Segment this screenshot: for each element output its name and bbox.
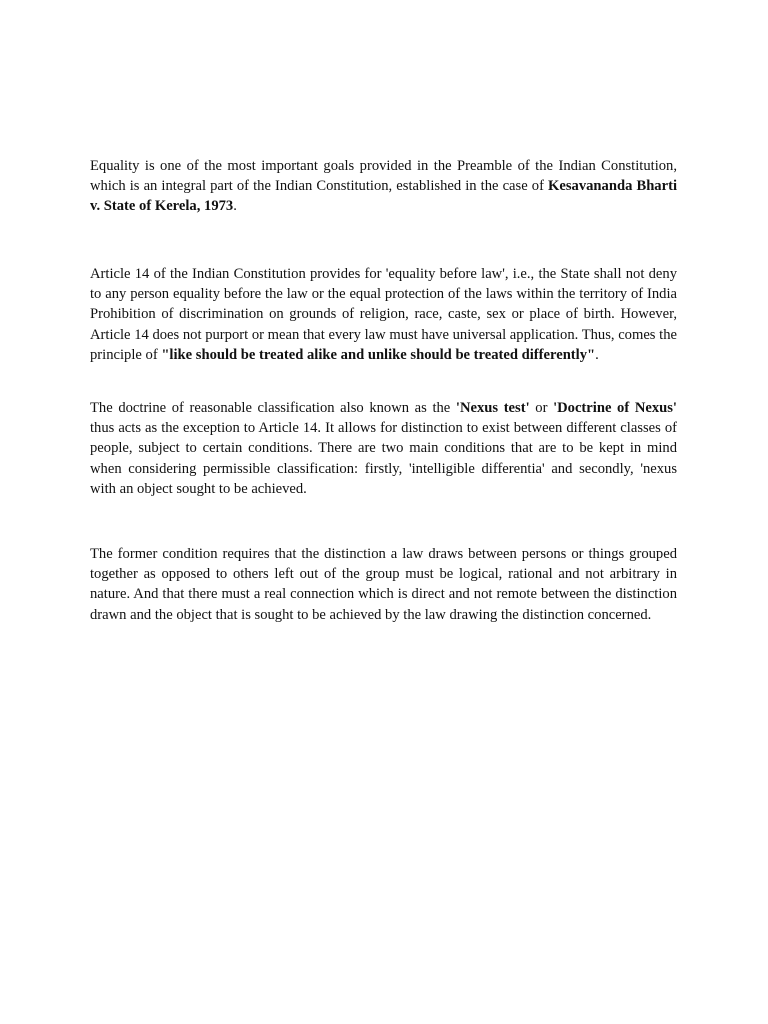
- term-doctrine-of-nexus: 'Doctrine of Nexus': [553, 400, 677, 416]
- paragraph-article-14: [90, 264, 677, 365]
- term-nexus-test: 'Nexus test': [455, 400, 530, 416]
- text-run: or: [529, 400, 554, 416]
- text-run: The former condition requires that the distinction a law draws between persons or things grouped together as opposed to others left out of the group must be logical, rational and not arbitrary in nature. And that there must a real connection which is direct and not remote between the distinction drawn and the object that is sought to be achieved by the law drawing the distinction concerned.: [90, 546, 677, 623]
- text-run: .: [233, 198, 237, 215]
- case-citation: Kesavananda Bharti v. State of Kerela, 1973: [90, 178, 677, 215]
- text-run: Article 14 of the Indian Constitution provides for 'equality before law', i.e., the State shall not deny to any person equality before the law or the equal protection of the laws within the territory of India Prohibition of discrimination on grounds of religion, race, caste, sex or place of birth. However, Article 14 does not purport or mean that every law must have universal application. Thus, comes the principle of: [90, 266, 677, 363]
- text-run: The doctrine of reasonable classification also known as the: [90, 400, 456, 416]
- text-run: .: [595, 346, 599, 363]
- principle-quote: "like should be treated alike and unlike should be treated differently": [161, 346, 596, 363]
- text-run: thus acts as the exception to Article 14. It allows for distinction to exist between different classes of people, subject to certain conditions. There are two main conditions that are to be kept in mind when considering permissible classification: firstly, 'intelligible differentia' and secondly, 'nexus with an object sought to be achieved.: [90, 420, 677, 497]
- paragraph-former-condition: [90, 544, 677, 625]
- paragraph-equality-preamble: [90, 156, 677, 217]
- text-run: Equality is one of the most important goals provided in the Preamble of the Indian Constitution, which is an integral part of the Indian Constitution, established in the case of: [90, 158, 677, 195]
- paragraph-reasonable-classification: [90, 398, 677, 499]
